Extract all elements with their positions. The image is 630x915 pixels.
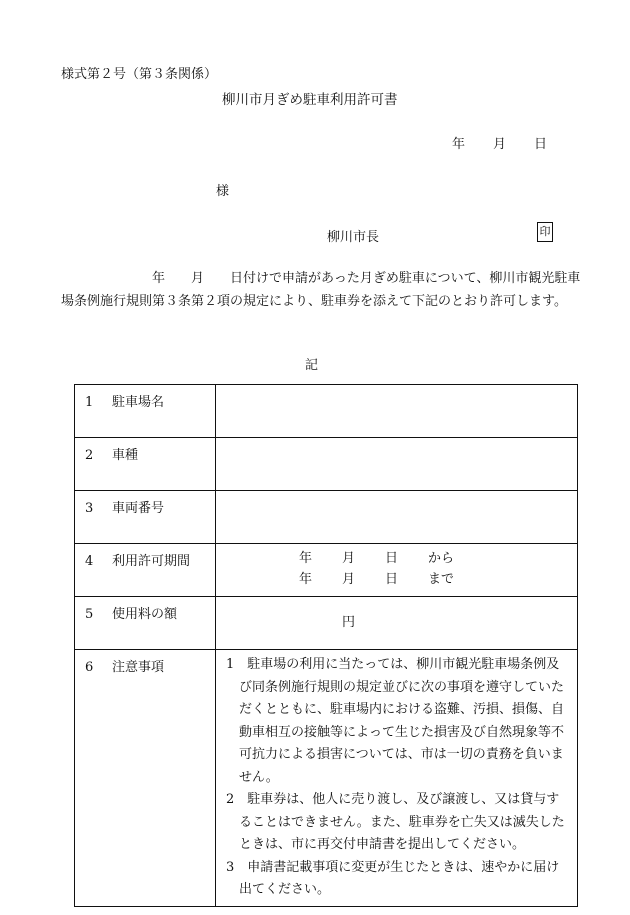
issue-date <box>452 133 547 152</box>
document-title: 柳川市月ぎめ駐車利用許可書 <box>222 92 398 108</box>
period-from-suffix: から <box>428 551 455 566</box>
period-to-month: 月 <box>342 572 356 587</box>
table-row <box>75 597 578 650</box>
row-label <box>75 650 216 907</box>
row-number: 6 <box>85 660 94 675</box>
row-number: 2 <box>85 448 94 463</box>
row-number: 5 <box>85 607 94 622</box>
row-label-text: 使用料の額 <box>112 607 178 622</box>
row-label-text: 利用許可期間 <box>112 554 191 569</box>
permit-details-table <box>74 384 578 907</box>
date-year: 年 <box>452 137 466 152</box>
row-label <box>75 544 216 597</box>
period-to-day: 日 <box>385 572 399 587</box>
row-label <box>75 385 216 438</box>
notes-value <box>216 650 578 907</box>
fee-unit: 円 <box>342 615 356 630</box>
period-to <box>216 569 577 590</box>
table-row <box>75 438 578 491</box>
period-from <box>216 548 577 569</box>
addressee-honorific: 様 <box>216 184 230 199</box>
table-row <box>75 650 578 907</box>
row-label <box>75 597 216 650</box>
row-label-text: 車両番号 <box>112 501 165 516</box>
permit-period-value <box>216 544 578 597</box>
date-day: 日 <box>534 137 548 152</box>
row-label-text: 車種 <box>112 448 139 463</box>
note-item: 3 申請書記載事項に変更が生じたときは、速やかに届け出てください。 <box>226 859 560 897</box>
table-row <box>75 491 578 544</box>
row-label-text: 注意事項 <box>112 660 165 675</box>
parking-lot-name-value <box>216 385 578 438</box>
row-number: 3 <box>85 501 94 516</box>
seal-mark: 印 <box>537 222 553 242</box>
row-number: 4 <box>85 554 94 569</box>
row-number: 1 <box>85 395 94 410</box>
body-text: 年 月 日付けで申請があった月ぎめ駐車について、柳川市観光駐車場条例施行規則第３条第２項の規定により、駐車券を添えて下記のとおり許可します。 <box>61 271 581 309</box>
table-row <box>75 385 578 438</box>
period-to-year: 年 <box>299 572 313 587</box>
issuer-name: 柳川市長 <box>327 230 380 245</box>
note-item: 1 駐車場の利用に当たっては、柳川市観光駐車場条例及び同条例施行規則の規定並びに次の事項を遵守していただくとともに、駐車場内における盗難、汚損、損傷、自動車相互の接触等によって生じた損害及び自然現象等不可抗力による損害については、市は一切の責務を負いません。 <box>226 657 565 785</box>
vehicle-number-value <box>216 491 578 544</box>
period-to-suffix: まで <box>428 572 455 587</box>
form-number: 様式第２号（第３条関係） <box>61 67 218 82</box>
row-label <box>75 438 216 491</box>
table-row <box>75 544 578 597</box>
fee-value <box>216 597 578 650</box>
date-month: 月 <box>493 137 507 152</box>
row-label <box>75 491 216 544</box>
note-item: 2 駐車券は、他人に売り渡し、及び譲渡し、又は貸与することはできません。また、駐車券を亡失又は滅失したときは、市に再交付申請書を提出してください。 <box>226 792 565 852</box>
ki-heading: 記 <box>305 358 319 373</box>
period-from-month: 月 <box>342 551 356 566</box>
row-label-text: 駐車場名 <box>112 395 165 410</box>
vehicle-type-value <box>216 438 578 491</box>
period-from-year: 年 <box>299 551 313 566</box>
period-from-day: 日 <box>385 551 399 566</box>
